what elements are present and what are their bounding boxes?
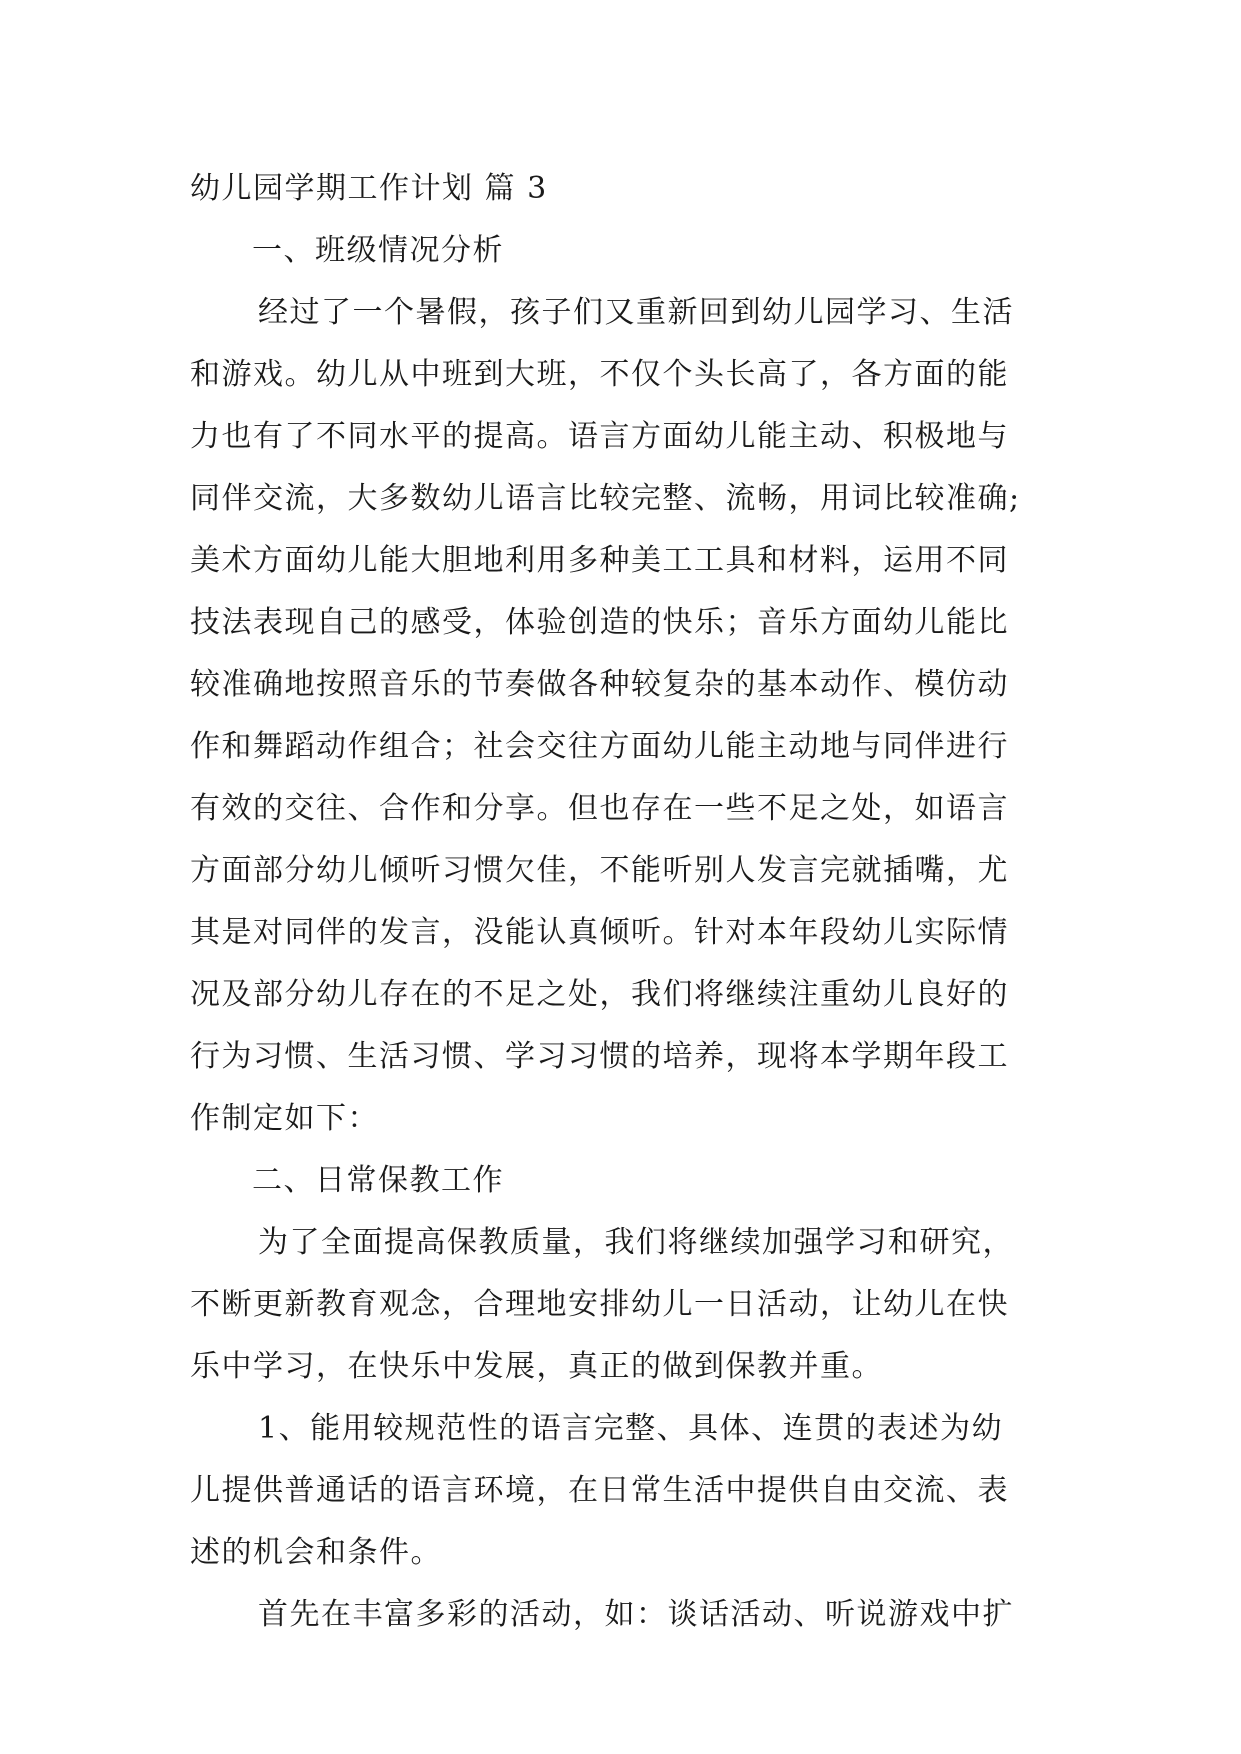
paragraph-daily-care bbox=[190, 1212, 1055, 1398]
paragraph-line: 方面部分幼儿倾听习惯欠佳，不能听别人发言完就插嘴，尤 bbox=[190, 853, 1009, 888]
paragraph-line: 有效的交往、合作和分享。但也存在一些不足之处，如语言 bbox=[190, 791, 1009, 826]
paragraph-item-1 bbox=[190, 1398, 1055, 1584]
paragraph-line: 1、能用较规范性的语言完整、具体、连贯的表述为幼 bbox=[258, 1411, 1004, 1446]
section-heading-daily-care: 二、日常保教工作 bbox=[252, 1163, 504, 1198]
paragraph-line: 力也有了不同水平的提高。语言方面幼儿能主动、积极地与 bbox=[190, 419, 1009, 454]
paragraph-line: 经过了一个暑假，孩子们又重新回到幼儿园学习、生活 bbox=[258, 295, 1014, 330]
paragraph-line: 作和舞蹈动作组合；社会交往方面幼儿能主动地与同伴进行 bbox=[190, 729, 1009, 764]
document-title: 幼儿园学期工作计划 篇 3 bbox=[190, 171, 548, 206]
paragraph-line: 首先在丰富多彩的活动，如：谈话活动、听说游戏中扩 bbox=[258, 1597, 1014, 1632]
paragraph-line: 为了全面提高保教质量，我们将继续加强学习和研究， bbox=[258, 1225, 1014, 1260]
paragraph-line: 美术方面幼儿能大胆地利用多种美工工具和材料，运用不同 bbox=[190, 543, 1009, 578]
paragraph-line: 况及部分幼儿存在的不足之处，我们将继续注重幼儿良好的 bbox=[190, 977, 1009, 1012]
paragraph-activities bbox=[190, 1584, 1055, 1646]
document-body bbox=[190, 158, 1055, 1646]
paragraph-line: 同伴交流，大多数幼儿语言比较完整、流畅，用词比较准确; bbox=[190, 481, 1021, 516]
paragraph-line: 和游戏。幼儿从中班到大班，不仅个头长高了，各方面的能 bbox=[190, 357, 1009, 392]
paragraph-line: 其是对同伴的发言，没能认真倾听。针对本年段幼儿实际情 bbox=[190, 915, 1009, 950]
paragraph-line: 不断更新教育观念，合理地安排幼儿一日活动，让幼儿在快 bbox=[190, 1287, 1009, 1322]
paragraph-line: 技法表现自己的感受，体验创造的快乐；音乐方面幼儿能比 bbox=[190, 605, 1009, 640]
section-heading-class-analysis: 一、班级情况分析 bbox=[252, 233, 504, 268]
paragraph-line: 作制定如下： bbox=[190, 1101, 379, 1136]
paragraph-class-analysis bbox=[190, 282, 1055, 1150]
paragraph-line: 述的机会和条件。 bbox=[190, 1535, 442, 1570]
paragraph-line: 较准确地按照音乐的节奏做各种较复杂的基本动作、模仿动 bbox=[190, 667, 1009, 702]
paragraph-line: 乐中学习，在快乐中发展，真正的做到保教并重。 bbox=[190, 1349, 883, 1384]
paragraph-line: 行为习惯、生活习惯、学习习惯的培养，现将本学期年段工 bbox=[190, 1039, 1009, 1074]
paragraph-line: 儿提供普通话的语言环境，在日常生活中提供自由交流、表 bbox=[190, 1473, 1009, 1508]
